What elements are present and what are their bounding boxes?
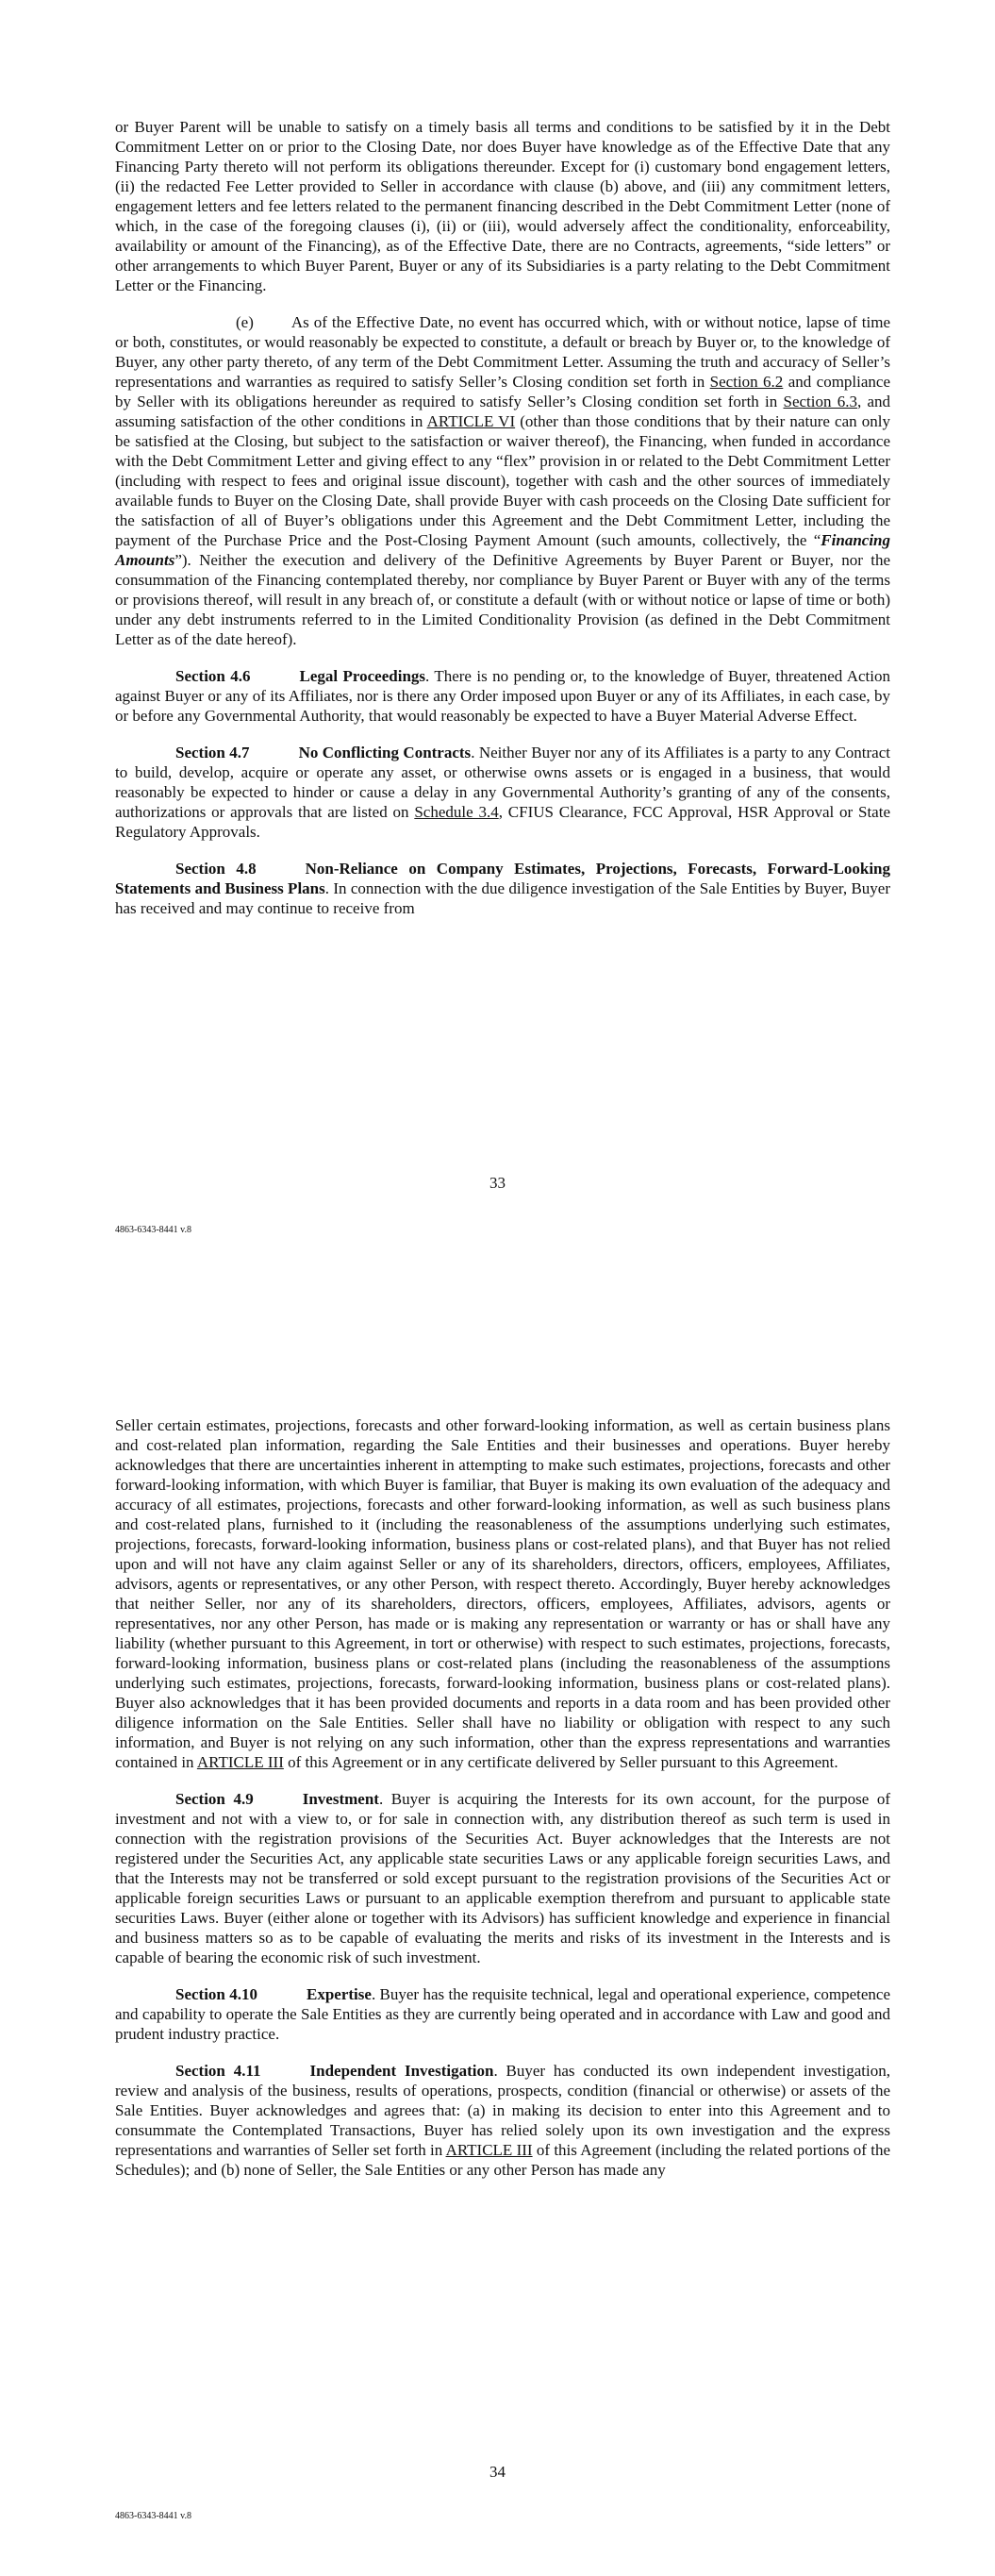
section-4-8-label: Section 4.8 <box>175 860 257 878</box>
schedule-3-4-link[interactable]: Schedule 3.4 <box>414 803 499 821</box>
paragraph-continuation: Seller certain estimates, projections, forecasts and other forward-looking information, as well as certain business plans and cost-related plan information, regarding the Sale Entities and their businesses and operations. Buyer hereby acknowledges that there are uncertainties inherent in attempting to make such estimates, projections, forecasts and other forward-looking information, with which Buyer is familiar, that Buyer is making its own evaluation of the adequacy and accuracy of all estimates, projections, forecasts and other forward-looking information, as well as such business plans and cost-related plans, furnished to it (including the reasonableness of the assumptions underlying such estimates, projections, forecasts, forward-looking information, business plans or cost-related plans), and that Buyer has not relied upon and will not have any claim against Seller or any of its shareholders, directors, officers, employees, Affiliates, advisors, agents or representatives, or any other Person, with respect thereto. Accordingly, Buyer hereby acknowledges that neither Seller, nor any of its shareholders, directors, officers, employees, Affiliates, advisors, agents or representatives, nor any other Person, has made or is making any representation or warranty or has or shall have any liability (whether pursuant to this Agreement, in tort or otherwise) with respect to such estimates, projections, forecasts, forward-looking information, business plans or cost-related plans (including the reasonableness of the assumptions underlying such estimates, projections, forecasts, forward-looking information, business plans or cost-related plans). Buyer also acknowledges that it has been provided documents and reports in a data room and has been provided other diligence information on the Sale Entities. Seller shall have no liability or obligation with respect to any such information, and Buyer is not relying on any such information, other than the express representations and warranties contained in ARTICLE III of this Agreement or in any certificate delivered by Seller pursuant to this Agreement. <box>115 1416 890 1771</box>
section-6-3-link[interactable]: Section 6.3 <box>783 393 857 410</box>
page-34 <box>0 1293 995 2576</box>
section-4-10-label: Section 4.10 <box>175 1985 257 2003</box>
page-33-body <box>115 117 890 935</box>
section-4-9-title: Investment <box>302 1790 379 1808</box>
section-4-11-label: Section 4.11 <box>175 2062 261 2080</box>
article-iii-link[interactable]: ARTICLE III <box>445 2141 533 2159</box>
section-4-9: Section 4.9 Investment. Buyer is acquiring the Interests for its own account, for the purpose of investment and not with a view to, or for sale in connection with, any distribution thereof as such term is used in connection with the registration provisions of the Securities Act. Buyer acknowledges that the Interests are not registered under the Securities Act, any applicable state securities Laws or any applicable foreign securities Laws, and that the Interests may not be transferred or sold except pursuant to the registration provisions of the Securities Act or applicable foreign securities Laws or pursuant to an applicable exemption therefrom and pursuant to applicable state securities Laws. Buyer (either alone or together with its Advisors) has sufficient knowledge and experience in financial and business matters so as to be capable of evaluating the merits and risks of its investment in the Interests and is capable of bearing the economic risk of such investment. <box>115 1790 890 1966</box>
document-id: 4863-6343-8441 v.8 <box>115 1225 192 1235</box>
section-4-8: Section 4.8 Non-Reliance on Company Estimates, Projections, Forecasts, Forward-Looking Statements and Business Plans. In connection with the due diligence investigation of the Sale Entities by Buyer, Buyer has received and may continue to receive from <box>115 860 890 917</box>
document-id: 4863-6343-8441 v.8 <box>115 2511 192 2521</box>
section-4-8-title: Non-Reliance on Company Estimates, Projections, Forecasts, Forward-Looking Statements and Business Plans <box>115 860 890 897</box>
section-4-10: Section 4.10 Expertise. Buyer has the requisite technical, legal and operational experience, competence and capability to operate the Sale Entities as they are currently being operated and in accordance with Law and good and prudent industry practice. <box>115 1985 890 2043</box>
paragraph-e: (e) As of the Effective Date, no event has occurred which, with or without notice, lapse of time or both, constitutes, or would reasonably be expected to constitute, a default or breach by Buyer or, to the knowledge of Buyer, any other party thereto, of any term of the Debt Commitment Letter. Assuming the truth and accuracy of Seller’s representations and warranties as required to satisfy Seller’s Closing condition set forth in Section 6.2 and compliance by Seller with its obligations hereunder as required to satisfy Seller’s Closing condition set forth in Section 6.3, and assuming satisfaction of the other conditions in ARTICLE VI (other than those conditions that by their nature can only be satisfied at the Closing, but subject to the satisfaction or waiver thereof), the Financing, when funded in accordance with the Debt Commitment Letter and giving effect to any “flex” provision in or related to the Debt Commitment Letter (including with respect to fees and original issue discount), together with cash and the other sources of immediately available funds to Buyer on the Closing Date, shall provide Buyer with cash proceeds on the Closing Date sufficient for the satisfaction of all of Buyer’s obligations under this Agreement and the Debt Commitment Letter, including the payment of the Purchase Price and the Post-Closing Payment Amount (such amounts, collectively, the “Financing Amounts”). Neither the execution and delivery of the Definitive Agreements by Buyer Parent or Buyer, nor the consummation of the Financing contemplated thereby, nor compliance by Buyer Parent or Buyer with any of the terms or provisions thereof, will result in any breach of, or constitute a default (with or without notice or lapse of time or both) under any debt instruments referred to in the Limited Conditionality Provision (as defined in the Debt Commitment Letter as of the date hereof). <box>115 313 890 648</box>
page-number: 33 <box>489 1174 506 1192</box>
section-4-7-title: No Conflicting Contracts <box>298 744 472 761</box>
section-4-10-title: Expertise <box>307 1985 372 2003</box>
article-vi-link[interactable]: ARTICLE VI <box>426 412 516 430</box>
section-4-7: Section 4.7 No Conflicting Contracts. Neither Buyer nor any of its Affiliates is a party to any Contract to build, develop, acquire or operate any asset, or otherwise owns assets or is engaged in a business, that would reasonably be expected to hinder or cause a delay in any Governmental Authority’s granting of any of the consents, authorizations or approvals that are listed on Schedule 3.4, CFIUS Clearance, FCC Approval, HSR Approval or State Regulatory Approvals. <box>115 744 890 841</box>
section-4-9-label: Section 4.9 <box>175 1790 254 1808</box>
paragraph-continuation: or Buyer Parent will be unable to satisfy on a timely basis all terms and conditions to be satisfied by it in the Debt Commitment Letter on or prior to the Closing Date, nor does Buyer have knowledge as of the Effective Date that any Financing Party thereto will not perform its obligations thereunder. Except for (i) customary bond engagement letters, (ii) the redacted Fee Letter provided to Seller in accordance with clause (b) above, and (iii) any commitment letters, engagement letters and fee letters related to the permanent financing described in the Debt Commitment Letter (none of which, in the case of the foregoing clauses (i), (ii) or (iii), would adversely affect the conditionality, enforceability, availability or amount of the Financing), as of the Effective Date, there are no Contracts, agreements, “side letters” or other arrangements to which Buyer Parent, Buyer or any of its Subsidiaries is a party relating to the Debt Commitment Letter or the Financing. <box>115 118 890 294</box>
section-4-7-label: Section 4.7 <box>175 744 250 761</box>
section-4-11: Section 4.11 Independent Investigation. Buyer has conducted its own independent investigation, review and analysis of the business, results of operations, prospects, condition (financial or otherwise) or assets of the Sale Entities. Buyer acknowledges and agrees that: (a) in making its decision to enter into this Agreement and to consummate the Contemplated Transactions, Buyer has relied solely upon its own investigation and the express representations and warranties of Seller set forth in ARTICLE III of this Agreement (including the related portions of the Schedules); and (b) none of Seller, the Sale Entities or any other Person has made any <box>115 2062 891 2179</box>
section-4-6-title: Legal Proceedings <box>299 667 426 685</box>
section-4-6: Section 4.6 Legal Proceedings. There is no pending or, to the knowledge of Buyer, threatened Action against Buyer or any of its Affiliates, nor is there any Order imposed upon Buyer or any of its Affiliates, in each case, by or before any Governmental Authority, that would reasonably be expected to have a Buyer Material Adverse Effect. <box>115 667 890 725</box>
page-34-body <box>115 1415 890 2197</box>
page-number: 34 <box>489 2463 506 2481</box>
clause-label: (e) <box>236 313 254 331</box>
section-4-6-label: Section 4.6 <box>175 667 251 685</box>
section-6-2-link[interactable]: Section 6.2 <box>709 373 784 391</box>
defined-term-financing-amounts: Financing Amounts <box>115 531 890 569</box>
article-iii-link[interactable]: ARTICLE III <box>196 1753 284 1771</box>
section-4-11-title: Independent Investigation <box>309 2062 494 2080</box>
